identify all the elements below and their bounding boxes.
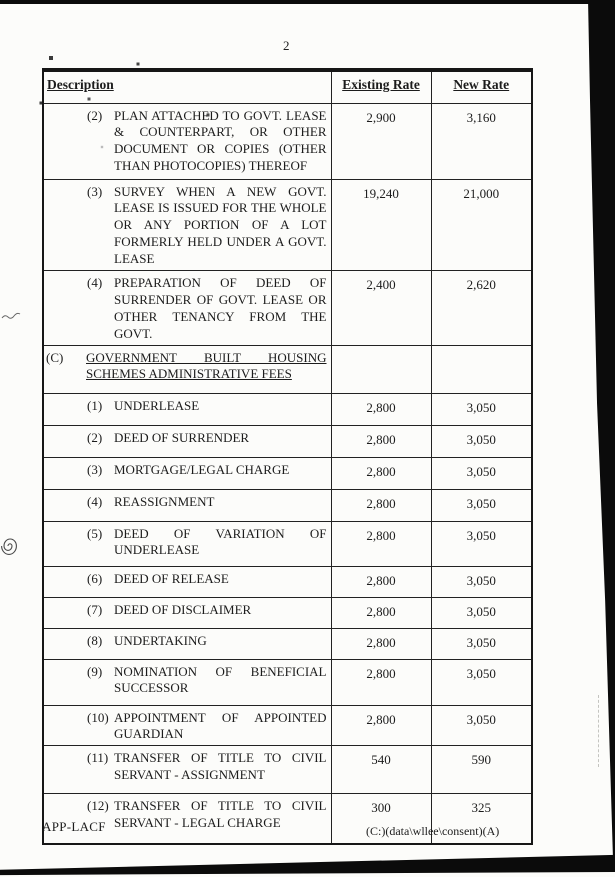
- existing-rate-cell: 2,800: [331, 628, 431, 659]
- item-description: SURVEY WHEN A NEW GOVT. LEASE IS ISSUED FOR THE WHOLE OR ANY PORTION OF A LOT FORMERLY HELD UNDER A GOVT. LEASE: [114, 183, 327, 267]
- item-number: (6): [87, 570, 103, 586]
- header-existing-rate: Existing Rate: [331, 70, 431, 103]
- description-cell: [43, 103, 331, 179]
- item-number: (3): [87, 183, 103, 199]
- item-description: DEED OF VARIATION OF UNDERLEASE: [114, 525, 327, 558]
- item-number: (C): [46, 349, 64, 365]
- item-number: (2): [87, 107, 103, 123]
- header-new-rate: New Rate: [431, 70, 532, 103]
- item-number: (12): [87, 798, 109, 814]
- new-rate-cell: 3,160: [431, 103, 532, 179]
- description-cell: [43, 659, 331, 705]
- item-number: (7): [87, 601, 103, 617]
- new-rate-cell: 3,050: [431, 457, 532, 489]
- item-description: PLAN ATTACHED TO GOVT. LEASE & COUNTERPART, OR OTHER DOCUMENT OR COPIES (OTHER THAN PHOTOCOPIES) THEREOF: [114, 107, 327, 174]
- item-number: (1): [87, 397, 103, 413]
- fee-table-header: [43, 70, 532, 103]
- existing-rate-cell: 19,240: [331, 179, 431, 270]
- description-cell: [43, 521, 331, 566]
- description-wrap: [44, 184, 327, 268]
- item-description: REASSIGNMENT: [114, 493, 215, 509]
- item-number: (4): [87, 274, 103, 290]
- scan-edge-right-artifact: [586, 0, 615, 858]
- item-description: TRANSFER OF TITLE TO CIVIL SERVANT - ASSIGNMENT: [114, 750, 327, 783]
- existing-rate-cell: 300: [331, 794, 431, 844]
- scan-edge-top-artifact: [0, 0, 615, 4]
- squiggle-mark-artifact: [1, 308, 23, 326]
- table-row: [43, 457, 532, 489]
- existing-rate-cell: 2,900: [331, 103, 431, 179]
- item-description: MORTGAGE/LEGAL CHARGE: [114, 461, 290, 477]
- new-rate-cell: 3,050: [431, 705, 532, 746]
- new-rate-cell: 3,050: [431, 628, 532, 659]
- existing-rate-cell: 2,800: [331, 705, 431, 746]
- table-row: [43, 103, 532, 179]
- description-cell: [43, 345, 331, 393]
- item-number: (8): [87, 632, 103, 648]
- header-row: [43, 70, 532, 103]
- existing-rate-cell: 2,800: [331, 597, 431, 628]
- description-cell: [43, 457, 331, 489]
- item-number: (4): [87, 493, 103, 509]
- table-row: [43, 270, 532, 345]
- scan-streak-artifact: [598, 695, 599, 767]
- table-row: [43, 566, 532, 597]
- new-rate-cell: 21,000: [431, 179, 532, 270]
- new-rate-cell: 3,050: [431, 425, 532, 457]
- table-row: [43, 659, 532, 705]
- item-number: (9): [87, 663, 103, 679]
- description-cell: [43, 489, 331, 521]
- description-wrap: [44, 494, 327, 511]
- description-cell: [43, 705, 331, 746]
- table-row: [43, 489, 532, 521]
- item-number: (3): [87, 461, 103, 477]
- scan-edge-bottom-artifact: [0, 853, 615, 877]
- fee-table-body: [43, 103, 532, 844]
- description-cell: [43, 597, 331, 628]
- description-cell: [43, 270, 331, 345]
- footer-document-code: APP-LACF: [42, 819, 106, 834]
- description-cell: [43, 393, 331, 425]
- existing-rate-cell: 2,800: [331, 393, 431, 425]
- existing-rate-cell: 2,800: [331, 521, 431, 566]
- item-description: DEED OF SURRENDER: [114, 429, 250, 445]
- table-row: [43, 705, 532, 746]
- new-rate-cell: [431, 345, 532, 393]
- spiral-scribble-artifact: [1, 536, 19, 561]
- description-wrap: [44, 398, 327, 415]
- table-row: [43, 521, 532, 566]
- page-number: 2: [283, 38, 290, 53]
- new-rate-cell: 3,050: [431, 597, 532, 628]
- item-description: UNDERTAKING: [114, 632, 207, 648]
- description-wrap: [44, 462, 327, 479]
- existing-rate-cell: 2,800: [331, 489, 431, 521]
- item-description: DEED OF DISCLAIMER: [114, 601, 252, 617]
- existing-rate-cell: 2,400: [331, 270, 431, 345]
- header-description: Description: [43, 70, 331, 103]
- table-row: [43, 425, 532, 457]
- item-number: (11): [87, 750, 109, 766]
- table-row: [43, 179, 532, 270]
- existing-rate-cell: 540: [331, 746, 431, 794]
- description-wrap: [44, 108, 327, 176]
- table-row: [43, 393, 532, 425]
- item-number: (2): [87, 429, 103, 445]
- description-wrap: [44, 664, 327, 698]
- existing-rate-cell: [331, 345, 431, 393]
- table-row: [43, 345, 532, 393]
- description-wrap: [44, 710, 327, 744]
- new-rate-cell: 3,050: [431, 566, 532, 597]
- new-rate-cell: 590: [431, 746, 532, 794]
- item-description: PREPARATION OF DEED OF SURRENDER OF GOVT. LEASE OR OTHER TENANCY FROM THE GOVT.: [114, 274, 327, 341]
- new-rate-cell: 3,050: [431, 489, 532, 521]
- existing-rate-cell: 2,800: [331, 425, 431, 457]
- item-number: (5): [87, 525, 103, 541]
- footer-file-path: (C:)(data\wllee\consent)(A): [366, 824, 500, 838]
- description-wrap: [44, 602, 327, 619]
- existing-rate-cell: 2,800: [331, 566, 431, 597]
- new-rate-cell: 3,050: [431, 521, 532, 566]
- description-cell: [43, 179, 331, 270]
- item-description: DEED OF RELEASE: [114, 570, 229, 586]
- description-cell: [43, 628, 331, 659]
- description-wrap: [44, 571, 327, 588]
- new-rate-cell: 3,050: [431, 659, 532, 705]
- item-description: GOVERNMENT BUILT HOUSING SCHEMES ADMINISTRATIVE FEES: [86, 349, 327, 382]
- description-wrap: [44, 430, 327, 447]
- description-wrap: [44, 526, 327, 560]
- existing-rate-cell: 2,800: [331, 659, 431, 705]
- description-wrap: [44, 350, 327, 384]
- new-rate-cell: 325: [431, 794, 532, 844]
- item-description: TRANSFER OF TITLE TO CIVIL SERVANT - LEGAL CHARGE: [114, 798, 327, 831]
- item-description: NOMINATION OF BENEFICIAL SUCCESSOR: [114, 663, 327, 696]
- table-row: [43, 597, 532, 628]
- table-row: [43, 628, 532, 659]
- table-row: [43, 746, 532, 794]
- item-description: UNDERLEASE: [114, 397, 200, 413]
- fee-table: [42, 68, 533, 845]
- item-description: APPOINTMENT OF APPOINTED GUARDIAN: [114, 709, 327, 742]
- existing-rate-cell: 2,800: [331, 457, 431, 489]
- description-wrap: [44, 750, 327, 784]
- description-cell: [43, 746, 331, 794]
- description-cell: [43, 566, 331, 597]
- description-wrap: [44, 633, 327, 650]
- description-wrap: [44, 275, 327, 343]
- description-cell: [43, 425, 331, 457]
- new-rate-cell: 3,050: [431, 393, 532, 425]
- new-rate-cell: 2,620: [431, 270, 532, 345]
- item-number: (10): [87, 709, 109, 725]
